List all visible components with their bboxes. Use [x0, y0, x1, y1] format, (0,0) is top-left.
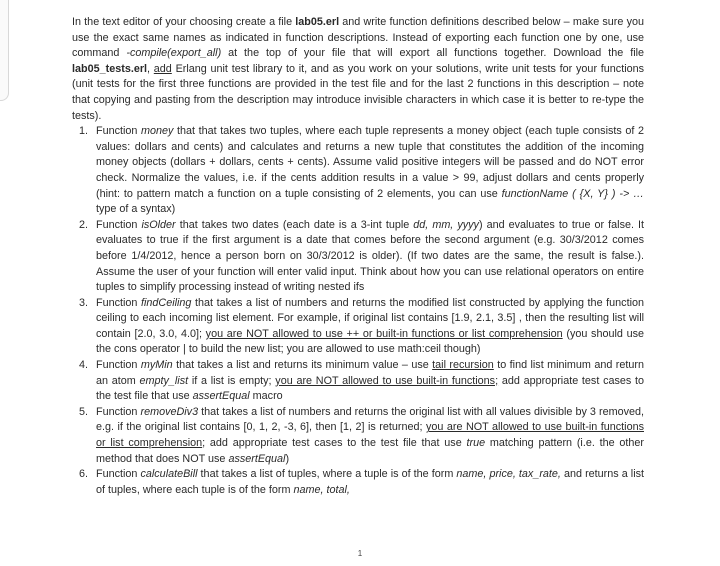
item-text: Function	[96, 468, 141, 481]
date-format: dd, mm, yyyy	[413, 218, 479, 231]
list-item-isolder	[72, 218, 644, 296]
item-text: type of a syntax)	[96, 203, 176, 216]
item-text: Function	[96, 218, 142, 231]
item-number: 5.	[79, 405, 89, 418]
list-item-mymin	[72, 358, 644, 405]
tuple-form: name, total,	[293, 483, 350, 496]
item-text: and returns a list of tuples, where each tuple is of the form	[96, 468, 644, 496]
item-text: if a list is empty;	[188, 374, 276, 387]
file-name-lab05: lab05.erl	[295, 16, 340, 28]
window-edge	[0, 0, 9, 101]
intro-text: and write function definitions described below – make sure you use the exact same names as indicated in function descriptions. Instead of exporting each function one by one, use command	[72, 16, 644, 60]
item-text: ) and evaluates to true or false. It evaluates to true if the first argument is a date that comes before the second argument (e.g. 30/3/2012 comes before 1/4/2012, hence a person born on 30/3/2012 is older). (If two dates are the same, the result is false.). Assume the user of your function will enter valid input. Think about how you can use relational operators on entire tuples to simplify processing instead of writing nested ifs	[96, 218, 645, 294]
item-text: (you should use the cons operator | to build the new list; you are allowed to use math:ceil though)	[96, 327, 644, 356]
add-underlined: add	[153, 62, 172, 75]
intro-paragraph	[72, 15, 644, 124]
syntax-example: functionName ( {X, Y} ) -> …	[501, 187, 644, 200]
tuple-form: name, price, tax_rate,	[456, 468, 561, 481]
compile-command: -compile(export_all)	[126, 47, 222, 60]
function-name: calculateBill	[140, 468, 198, 481]
item-number: 4.	[79, 359, 89, 372]
document-page	[72, 15, 644, 498]
item-text: Function	[96, 296, 142, 309]
macro-name: assertEqual	[228, 452, 286, 465]
restriction-underlined: you are NOT allowed to use ++ or built-in functions or list comprehension	[205, 327, 563, 340]
item-number: 6.	[79, 468, 89, 481]
function-name: money	[141, 125, 174, 138]
function-name: removeDiv3	[140, 405, 199, 418]
item-text: that takes a list and returns its minimum value – use	[172, 359, 433, 372]
item-text: )	[285, 452, 290, 465]
function-name: isOlder	[141, 218, 176, 231]
item-text: to find list minimum and return an atom	[96, 359, 644, 387]
item-text: add appropriate test cases to the test file that use	[96, 374, 645, 403]
list-item-findceiling	[72, 296, 644, 358]
list-item-removediv3	[72, 405, 644, 467]
item-text: macro	[249, 390, 283, 403]
item-text: Function	[96, 405, 141, 418]
restriction-underlined: you are NOT allowed to use built-in functions or list comprehension	[96, 421, 644, 450]
item-text: that takes two dates (each date is a 3-int tuple	[175, 218, 414, 231]
restriction-underlined: you are NOT allowed to use built-in functions;	[275, 374, 499, 387]
true-pattern: true	[466, 437, 486, 450]
macro-name: assertEqual	[192, 390, 250, 403]
item-text: that takes a list of numbers and returns the original list with all values divisible by 3 removed, e.g. if the original list contains [0, 1, 2, -3, 6], then [1, 2] is returned;	[96, 405, 644, 434]
item-text: Function	[96, 125, 142, 138]
list-item-money	[72, 124, 644, 218]
item-number: 1.	[79, 125, 89, 138]
item-text: matching pattern (i.e. the other method that does NOT use	[96, 437, 644, 465]
intro-text: In the text editor of your choosing create a file	[72, 16, 296, 28]
function-name: findCeiling	[141, 296, 192, 309]
item-text: Function	[96, 359, 141, 372]
function-name: myMin	[140, 359, 173, 372]
intro-text: at the top of your file that will export all functions together. Download the file	[221, 47, 644, 60]
item-number: 2.	[79, 218, 89, 231]
page-number: 1	[357, 549, 363, 558]
tail-recursion-underlined: tail recursion	[432, 359, 494, 372]
intro-text: ,	[147, 62, 154, 75]
item-text: that takes a list of tuples, where a tuple is of the form	[197, 468, 457, 481]
function-list	[72, 124, 644, 498]
atom-name: empty_list	[139, 374, 189, 387]
intro-text: Erlang unit test library to it, and as you work on your solutions, write unit tests for your functions (unit tests for the first three functions are provided in the test file and for the last 2 functions in this description – note that copying and pasting from the description may introduce invisible characters in which case it is better to re-type the tests).	[72, 62, 645, 122]
item-text: that takes a list of numbers and returns the modified list constructed by applying the function ceiling to each incoming list element. For example, if original list contains [1.9, 2.1, 3.5] , then the resulting list will contain [2.0, 3.0, 4.0];	[96, 296, 644, 340]
item-number: 3.	[79, 296, 89, 309]
item-text: ; add appropriate test cases to the test file that use	[202, 437, 467, 450]
file-name-tests: lab05_tests.erl	[72, 62, 148, 75]
item-text: that that takes two tuples, where each tuple represents a money object (each tuple consists of 2 values: dollars and cents) and calculates and returns a new tuple that constitutes the addition of the incoming money objects (dollars + dollars, cents + cents). Assume valid positive integers will be passed and do NOT error check. Normalize the values, i.e. if the cents addition results in a value > 99, adjust dollars and cents properly (hint: to pattern match a function on a tuple consisting of 2 elements, you can use	[96, 125, 644, 200]
list-item-calculatebill	[72, 467, 644, 498]
